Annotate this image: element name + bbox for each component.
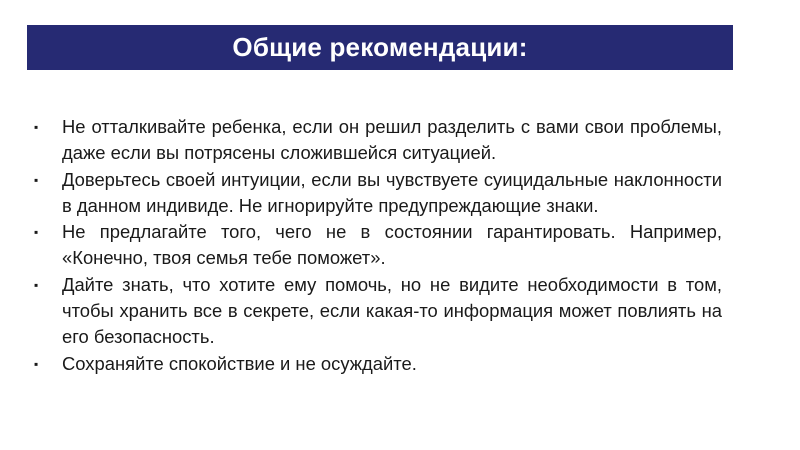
bullet-item: [32, 272, 722, 351]
bullet-text: Сохраняйте спокойствие и не осуждайте.: [62, 352, 417, 374]
bullet-list: [32, 114, 722, 377]
bullet-square-icon: ▪: [34, 356, 39, 371]
bullet-square-icon: ▪: [34, 172, 39, 187]
bullet-text: Не отталкивайте ребенка, если он решил разделить с вами свои проблемы, даже если вы потрясены сложившейся ситуацией.: [62, 116, 722, 164]
bullet-item: [32, 167, 722, 220]
slide-title: Общие рекомендации:: [232, 32, 528, 62]
bullet-text: Не предлагайте того, чего не в состоянии гарантировать. Например, «Конечно, твоя семья тебе поможет».: [62, 221, 722, 269]
bullet-square-icon: ▪: [34, 120, 39, 134]
bullet-square-icon: ▪: [34, 277, 39, 292]
bullet-text: Доверьтесь своей интуиции, если вы чувствуете суицидальные наклонности в данном индивиде. Не игнорируйте предупреждающие знаки.: [62, 168, 722, 216]
bullet-item: [32, 351, 722, 377]
title-bar: [27, 25, 733, 70]
bullet-item: [32, 219, 722, 272]
bullet-square-icon: ▪: [34, 225, 39, 240]
bullet-item: [32, 114, 722, 167]
bullet-text: Дайте знать, что хотите ему помочь, но не видите необходимости в том, чтобы хранить все в секрете, если какая-то информация может повлиять на его безопасность.: [62, 273, 722, 348]
